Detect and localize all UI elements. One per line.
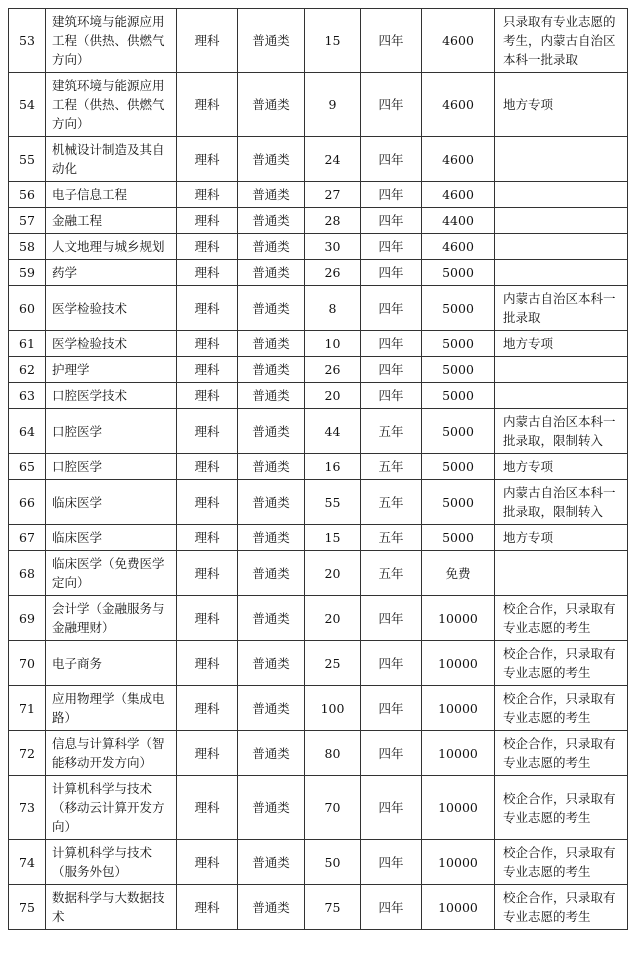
table-row [9, 525, 628, 551]
remarks-cell: 校企合作，只录取有专业志愿的考生 [495, 731, 628, 776]
study-years-cell: 四年 [361, 331, 422, 357]
table-row [9, 641, 628, 686]
tuition-fee-cell: 10000 [422, 776, 495, 840]
admission-type-cell: 普通类 [238, 383, 305, 409]
subject-category-cell: 理科 [177, 885, 238, 930]
row-number-cell: 74 [9, 840, 46, 885]
major-name-cell: 口腔医学 [46, 454, 177, 480]
plan-count-cell: 8 [305, 286, 361, 331]
remarks-cell [495, 182, 628, 208]
major-name-cell: 药学 [46, 260, 177, 286]
subject-category-cell: 理科 [177, 208, 238, 234]
table-row [9, 137, 628, 182]
subject-category-cell: 理科 [177, 480, 238, 525]
plan-count-cell: 50 [305, 840, 361, 885]
row-number-cell: 58 [9, 234, 46, 260]
admission-type-cell: 普通类 [238, 357, 305, 383]
table-row [9, 383, 628, 409]
remarks-cell: 校企合作，只录取有专业志愿的考生 [495, 596, 628, 641]
row-number-cell: 62 [9, 357, 46, 383]
tuition-fee-cell: 5000 [422, 383, 495, 409]
admission-type-cell: 普通类 [238, 9, 305, 73]
major-name-cell: 计算机科学与技术（服务外包） [46, 840, 177, 885]
tuition-fee-cell: 5000 [422, 454, 495, 480]
study-years-cell: 五年 [361, 454, 422, 480]
study-years-cell: 四年 [361, 182, 422, 208]
table-row [9, 551, 628, 596]
major-name-cell: 医学检验技术 [46, 286, 177, 331]
major-name-cell: 临床医学 [46, 480, 177, 525]
plan-count-cell: 20 [305, 596, 361, 641]
major-name-cell: 建筑环境与能源应用工程（供热、供燃气方向） [46, 73, 177, 137]
table-body [9, 9, 628, 930]
study-years-cell: 五年 [361, 409, 422, 454]
major-name-cell: 口腔医学技术 [46, 383, 177, 409]
row-number-cell: 59 [9, 260, 46, 286]
remarks-cell: 地方专项 [495, 73, 628, 137]
table-row [9, 331, 628, 357]
admission-type-cell: 普通类 [238, 73, 305, 137]
major-name-cell: 临床医学 [46, 525, 177, 551]
plan-count-cell: 16 [305, 454, 361, 480]
subject-category-cell: 理科 [177, 776, 238, 840]
major-name-cell: 人文地理与城乡规划 [46, 234, 177, 260]
study-years-cell: 五年 [361, 525, 422, 551]
major-name-cell: 电子信息工程 [46, 182, 177, 208]
subject-category-cell: 理科 [177, 137, 238, 182]
table-row [9, 885, 628, 930]
admission-type-cell: 普通类 [238, 137, 305, 182]
tuition-fee-cell: 5000 [422, 286, 495, 331]
plan-count-cell: 80 [305, 731, 361, 776]
row-number-cell: 68 [9, 551, 46, 596]
tuition-fee-cell: 4600 [422, 182, 495, 208]
remarks-cell: 校企合作，只录取有专业志愿的考生 [495, 686, 628, 731]
admission-type-cell: 普通类 [238, 480, 305, 525]
admission-type-cell: 普通类 [238, 776, 305, 840]
study-years-cell: 四年 [361, 840, 422, 885]
row-number-cell: 70 [9, 641, 46, 686]
admission-type-cell: 普通类 [238, 596, 305, 641]
subject-category-cell: 理科 [177, 409, 238, 454]
tuition-fee-cell: 5000 [422, 409, 495, 454]
major-name-cell: 计算机科学与技术（移动云计算开发方向） [46, 776, 177, 840]
subject-category-cell: 理科 [177, 525, 238, 551]
table-row [9, 234, 628, 260]
table-row [9, 409, 628, 454]
study-years-cell: 四年 [361, 234, 422, 260]
subject-category-cell: 理科 [177, 383, 238, 409]
admission-type-cell: 普通类 [238, 840, 305, 885]
remarks-cell: 内蒙古自治区本科一批录取，限制转入 [495, 409, 628, 454]
table-row [9, 73, 628, 137]
major-name-cell: 数据科学与大数据技术 [46, 885, 177, 930]
admission-type-cell: 普通类 [238, 234, 305, 260]
remarks-cell: 校企合作，只录取有专业志愿的考生 [495, 840, 628, 885]
study-years-cell: 五年 [361, 551, 422, 596]
tuition-fee-cell: 4400 [422, 208, 495, 234]
tuition-fee-cell: 4600 [422, 137, 495, 182]
study-years-cell: 四年 [361, 731, 422, 776]
tuition-fee-cell: 10000 [422, 731, 495, 776]
remarks-cell: 内蒙古自治区本科一批录取 [495, 286, 628, 331]
remarks-cell: 内蒙古自治区本科一批录取，限制转入 [495, 480, 628, 525]
subject-category-cell: 理科 [177, 234, 238, 260]
row-number-cell: 63 [9, 383, 46, 409]
major-name-cell: 口腔医学 [46, 409, 177, 454]
table-row [9, 9, 628, 73]
table-row [9, 731, 628, 776]
subject-category-cell: 理科 [177, 286, 238, 331]
tuition-fee-cell: 10000 [422, 840, 495, 885]
admission-type-cell: 普通类 [238, 686, 305, 731]
plan-count-cell: 100 [305, 686, 361, 731]
plan-count-cell: 25 [305, 641, 361, 686]
study-years-cell: 四年 [361, 73, 422, 137]
study-years-cell: 四年 [361, 383, 422, 409]
tuition-fee-cell: 10000 [422, 596, 495, 641]
study-years-cell: 四年 [361, 776, 422, 840]
remarks-cell [495, 551, 628, 596]
plan-count-cell: 10 [305, 331, 361, 357]
major-name-cell: 信息与计算科学（智能移动开发方向） [46, 731, 177, 776]
admission-type-cell: 普通类 [238, 525, 305, 551]
tuition-fee-cell: 5000 [422, 480, 495, 525]
admission-type-cell: 普通类 [238, 331, 305, 357]
study-years-cell: 四年 [361, 260, 422, 286]
plan-count-cell: 28 [305, 208, 361, 234]
admission-type-cell: 普通类 [238, 409, 305, 454]
table-row [9, 260, 628, 286]
tuition-fee-cell: 4600 [422, 73, 495, 137]
tuition-fee-cell: 5000 [422, 331, 495, 357]
plan-count-cell: 30 [305, 234, 361, 260]
row-number-cell: 72 [9, 731, 46, 776]
study-years-cell: 四年 [361, 357, 422, 383]
subject-category-cell: 理科 [177, 73, 238, 137]
subject-category-cell: 理科 [177, 840, 238, 885]
remarks-cell: 地方专项 [495, 331, 628, 357]
row-number-cell: 57 [9, 208, 46, 234]
study-years-cell: 四年 [361, 9, 422, 73]
major-name-cell: 建筑环境与能源应用工程（供热、供燃气方向） [46, 9, 177, 73]
admission-plan-table [8, 8, 628, 930]
remarks-cell: 地方专项 [495, 454, 628, 480]
major-name-cell: 会计学（金融服务与金融理财） [46, 596, 177, 641]
tuition-fee-cell: 4600 [422, 9, 495, 73]
plan-count-cell: 20 [305, 383, 361, 409]
plan-count-cell: 26 [305, 357, 361, 383]
study-years-cell: 五年 [361, 480, 422, 525]
plan-count-cell: 70 [305, 776, 361, 840]
plan-count-cell: 75 [305, 885, 361, 930]
admission-type-cell: 普通类 [238, 731, 305, 776]
major-name-cell: 应用物理学（集成电路） [46, 686, 177, 731]
row-number-cell: 73 [9, 776, 46, 840]
admission-type-cell: 普通类 [238, 454, 305, 480]
subject-category-cell: 理科 [177, 731, 238, 776]
subject-category-cell: 理科 [177, 686, 238, 731]
tuition-fee-cell: 5000 [422, 525, 495, 551]
tuition-fee-cell: 5000 [422, 260, 495, 286]
study-years-cell: 四年 [361, 137, 422, 182]
subject-category-cell: 理科 [177, 331, 238, 357]
table-row [9, 182, 628, 208]
remarks-cell: 只录取有专业志愿的考生，内蒙古自治区本科一批录取 [495, 9, 628, 73]
table-row [9, 454, 628, 480]
plan-count-cell: 55 [305, 480, 361, 525]
subject-category-cell: 理科 [177, 357, 238, 383]
study-years-cell: 四年 [361, 686, 422, 731]
row-number-cell: 69 [9, 596, 46, 641]
remarks-cell [495, 260, 628, 286]
table-row [9, 840, 628, 885]
tuition-fee-cell: 5000 [422, 357, 495, 383]
major-name-cell: 护理学 [46, 357, 177, 383]
subject-category-cell: 理科 [177, 596, 238, 641]
row-number-cell: 54 [9, 73, 46, 137]
row-number-cell: 75 [9, 885, 46, 930]
remarks-cell: 校企合作，只录取有专业志愿的考生 [495, 641, 628, 686]
table-row [9, 776, 628, 840]
admission-plan-table-sheet [8, 8, 628, 930]
row-number-cell: 56 [9, 182, 46, 208]
study-years-cell: 四年 [361, 885, 422, 930]
admission-type-cell: 普通类 [238, 182, 305, 208]
study-years-cell: 四年 [361, 286, 422, 331]
tuition-fee-cell: 10000 [422, 885, 495, 930]
plan-count-cell: 20 [305, 551, 361, 596]
remarks-cell: 地方专项 [495, 525, 628, 551]
remarks-cell: 校企合作，只录取有专业志愿的考生 [495, 885, 628, 930]
plan-count-cell: 15 [305, 9, 361, 73]
remarks-cell: 校企合作，只录取有专业志愿的考生 [495, 776, 628, 840]
subject-category-cell: 理科 [177, 454, 238, 480]
row-number-cell: 66 [9, 480, 46, 525]
table-row [9, 596, 628, 641]
tuition-fee-cell: 10000 [422, 641, 495, 686]
remarks-cell [495, 383, 628, 409]
table-row [9, 480, 628, 525]
admission-type-cell: 普通类 [238, 885, 305, 930]
subject-category-cell: 理科 [177, 182, 238, 208]
plan-count-cell: 24 [305, 137, 361, 182]
remarks-cell [495, 137, 628, 182]
subject-category-cell: 理科 [177, 260, 238, 286]
table-row [9, 686, 628, 731]
row-number-cell: 67 [9, 525, 46, 551]
subject-category-cell: 理科 [177, 641, 238, 686]
row-number-cell: 53 [9, 9, 46, 73]
major-name-cell: 医学检验技术 [46, 331, 177, 357]
row-number-cell: 61 [9, 331, 46, 357]
major-name-cell: 机械设计制造及其自动化 [46, 137, 177, 182]
plan-count-cell: 27 [305, 182, 361, 208]
study-years-cell: 四年 [361, 208, 422, 234]
admission-type-cell: 普通类 [238, 260, 305, 286]
remarks-cell [495, 208, 628, 234]
admission-type-cell: 普通类 [238, 551, 305, 596]
study-years-cell: 四年 [361, 596, 422, 641]
admission-type-cell: 普通类 [238, 286, 305, 331]
major-name-cell: 电子商务 [46, 641, 177, 686]
subject-category-cell: 理科 [177, 9, 238, 73]
plan-count-cell: 15 [305, 525, 361, 551]
table-row [9, 357, 628, 383]
row-number-cell: 64 [9, 409, 46, 454]
row-number-cell: 71 [9, 686, 46, 731]
admission-type-cell: 普通类 [238, 641, 305, 686]
row-number-cell: 60 [9, 286, 46, 331]
plan-count-cell: 9 [305, 73, 361, 137]
major-name-cell: 临床医学（免费医学定向） [46, 551, 177, 596]
row-number-cell: 65 [9, 454, 46, 480]
major-name-cell: 金融工程 [46, 208, 177, 234]
remarks-cell [495, 234, 628, 260]
subject-category-cell: 理科 [177, 551, 238, 596]
admission-type-cell: 普通类 [238, 208, 305, 234]
plan-count-cell: 26 [305, 260, 361, 286]
remarks-cell [495, 357, 628, 383]
plan-count-cell: 44 [305, 409, 361, 454]
table-row [9, 208, 628, 234]
study-years-cell: 四年 [361, 641, 422, 686]
table-row [9, 286, 628, 331]
row-number-cell: 55 [9, 137, 46, 182]
tuition-fee-cell: 10000 [422, 686, 495, 731]
tuition-fee-cell: 4600 [422, 234, 495, 260]
tuition-fee-cell: 免费 [422, 551, 495, 596]
